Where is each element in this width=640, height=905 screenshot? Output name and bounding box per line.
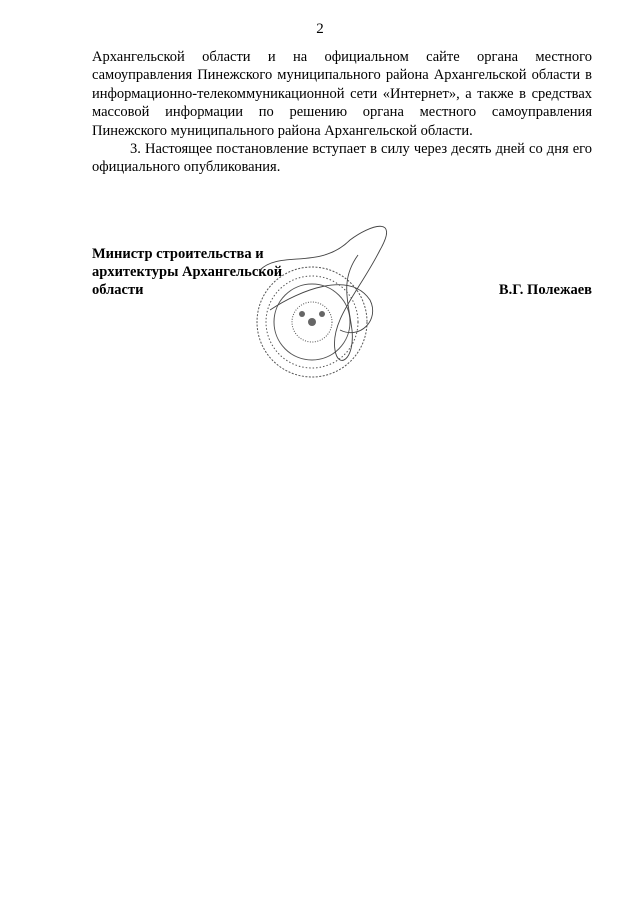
signer-title-line-1: Министр строительства и [92,246,264,262]
official-seal-icon [240,210,410,385]
paragraph-3: 3. Настоящее постановление вступает в силу через десять дней со дня его официального опубликования. [92,141,592,176]
document-body [92,48,592,177]
signer-title-line-3: области [92,282,144,298]
paragraph-continuation: Архангельской области и на официальном сайте органа местного самоуправления Пинежского муниципального района Архангельской области в информационно-телекоммуникационной сети «Интернет», а также в средствах массовой информации по решению органа местного самоуправления Пинежского муниципального района Архангельской области. [92,49,592,139]
signer-title-line-2: архитектуры Архангельской [92,264,283,280]
page-number: 2 [316,21,324,37]
signer-name: В.Г. Полежаев [498,282,592,298]
